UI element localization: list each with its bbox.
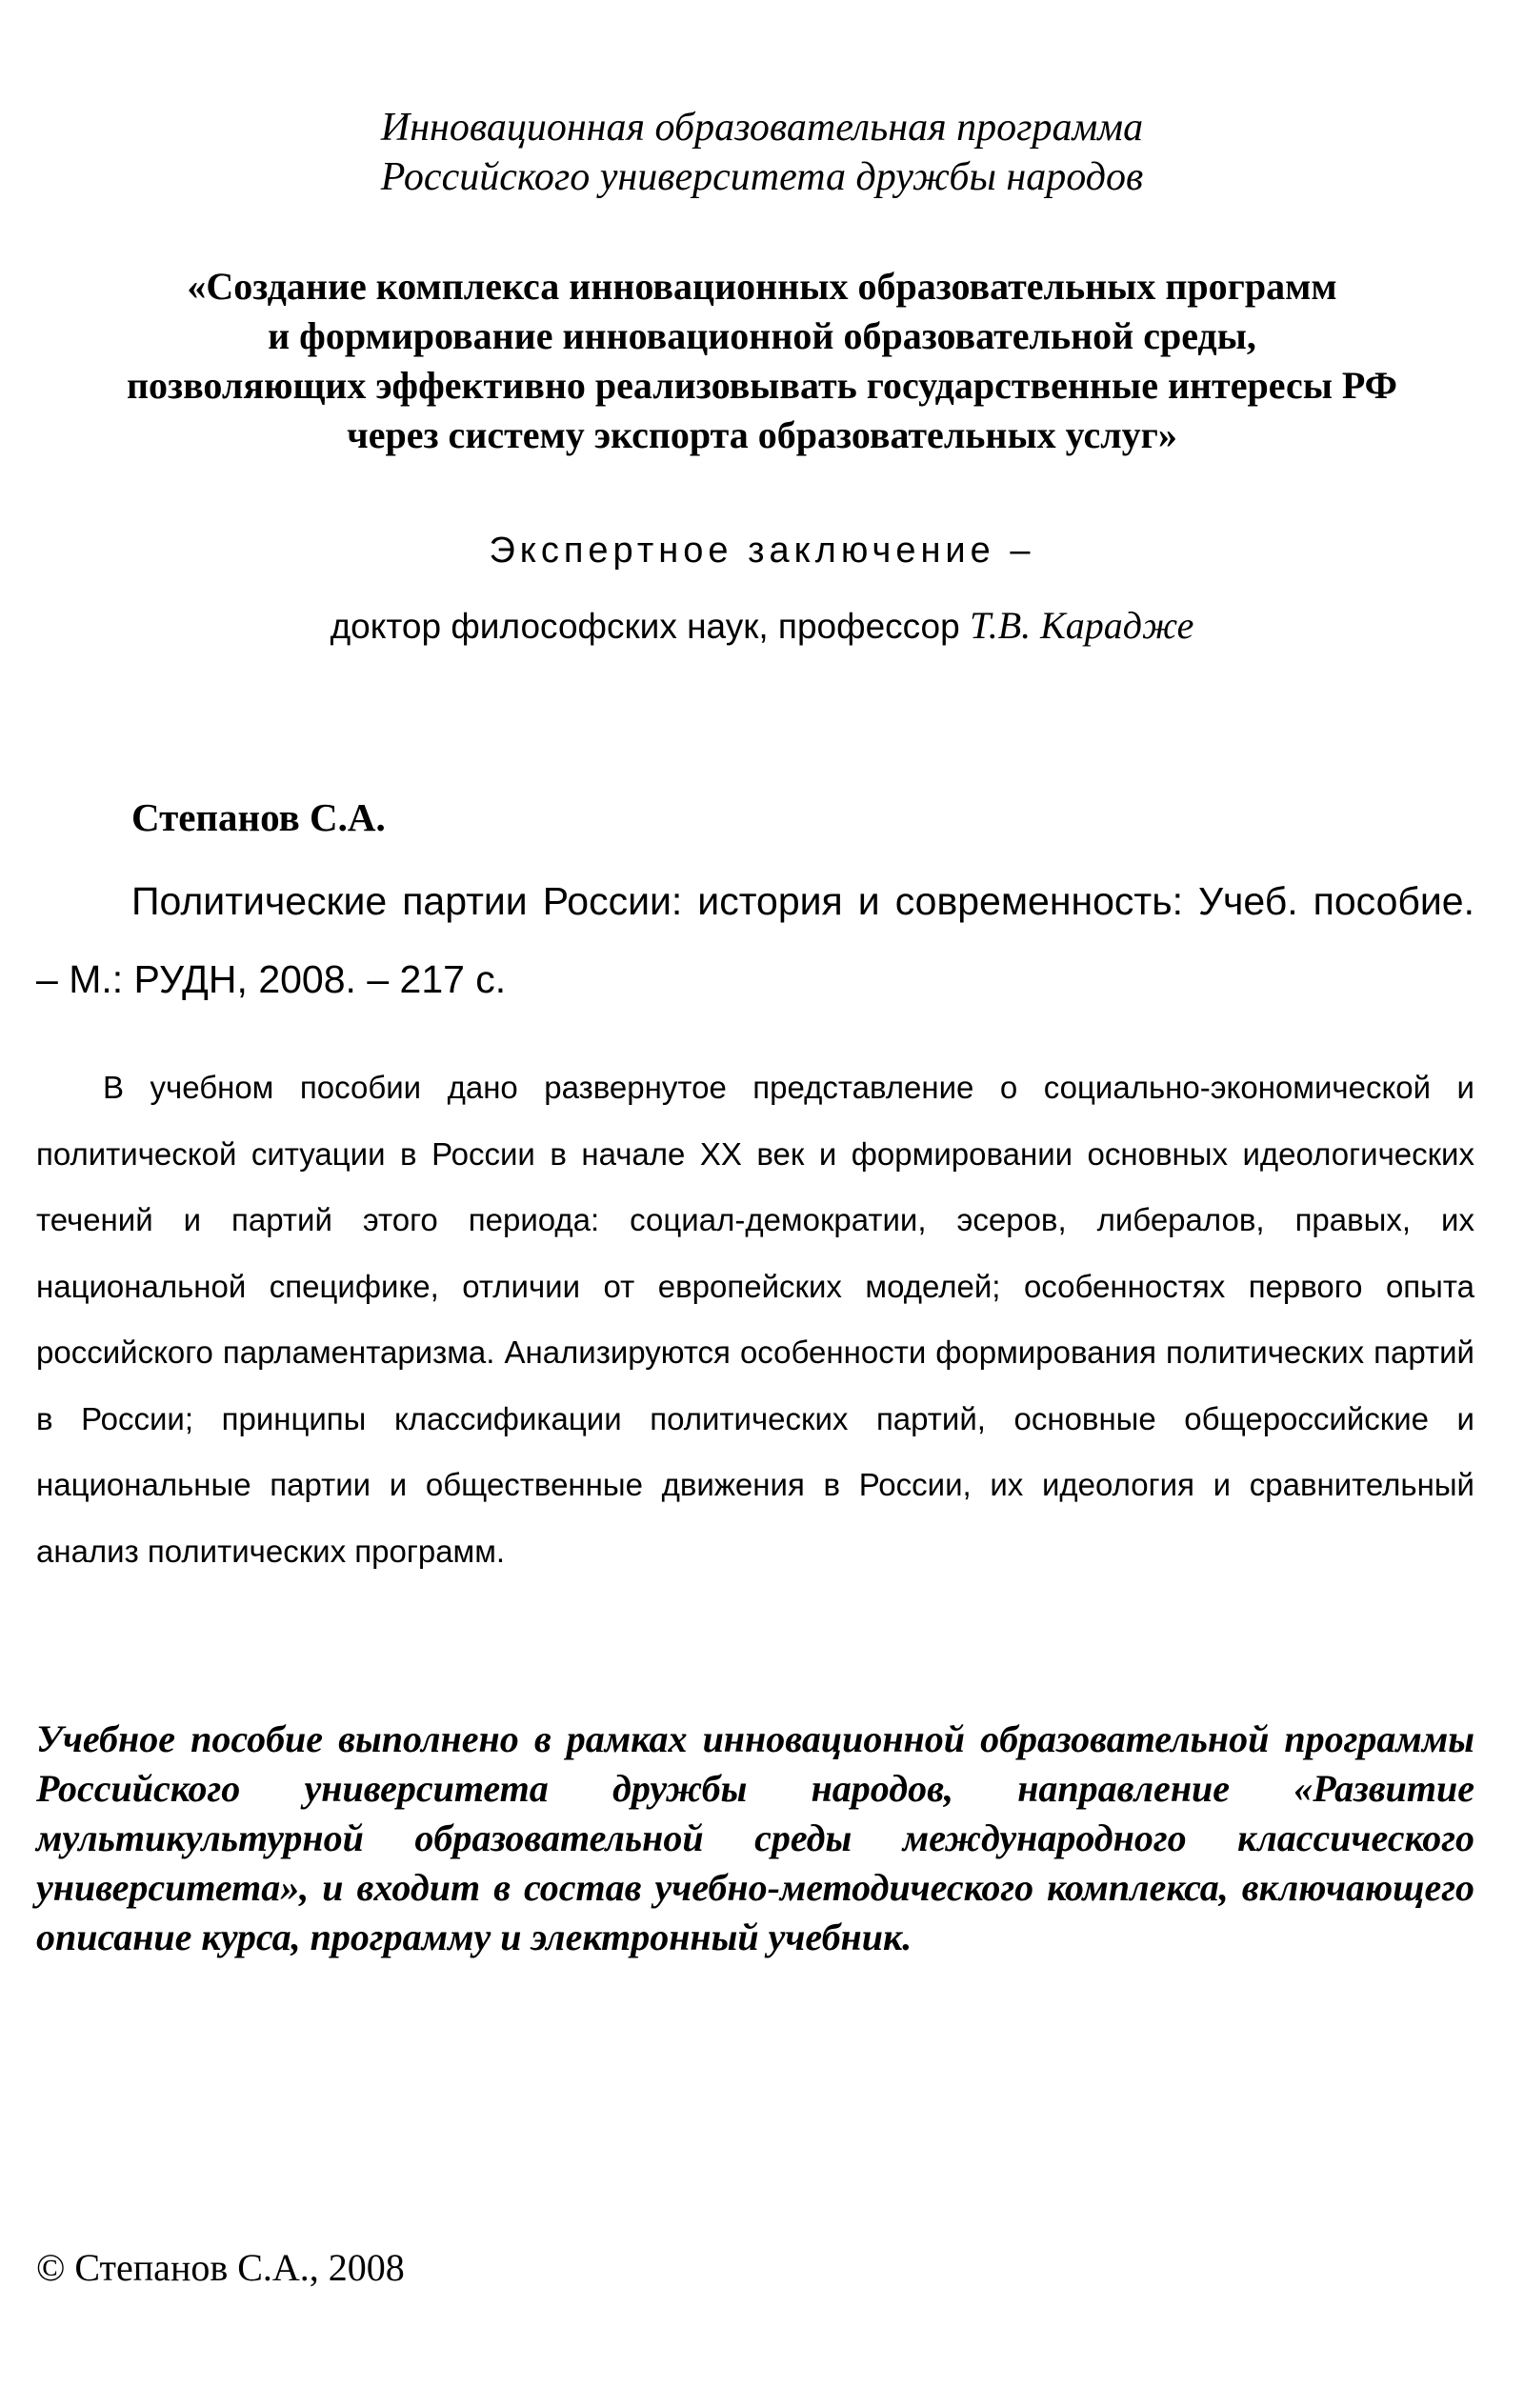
copyright-line: © Степанов С.А., 2008: [36, 2246, 405, 2289]
program-note: Учебное пособие выполнено в рамках инновационной образовательной программы Российского университета дружбы народов, направление «Развитие мультикультурной образовательной среды международного классического университета», и входит в состав учебно-методического комплекса, включающего описание курса, программу и электронный учебник.: [36, 1717, 1474, 1958]
expert-credentials: доктор философских наук, профессор: [330, 607, 960, 646]
project-title-line-4: через систему экспорта образовательных услуг»: [347, 413, 1177, 456]
program-header-line-1: Инновационная образовательная программа: [380, 106, 1144, 150]
program-header-line-2: Российского университета дружбы народов: [380, 155, 1144, 199]
book-reference: Политические партии России: история и современность: Учеб. пособие. – М.: РУДН, 2008. – 217 с.: [36, 879, 1474, 1001]
expert-review-label: Экспертное заключение –: [489, 531, 1035, 571]
expert-reviewer: [0, 602, 1524, 651]
expert-name: Т.В. Карадже: [970, 604, 1194, 647]
project-title-line-3: позволяющих эффективно реализовывать государственные интересы РФ: [126, 364, 1398, 407]
abstract-paragraph: В учебном пособии дано развернутое представление о социально-экономической и политической ситуации в России в начале XX век и формировании основных идеологических течений и партий этого периода: социал-демократии, эсеров, либералов, правых, их национальной специфике, отличии от европейских моделей; особенностях первого опыта российского парламентаризма. Анализируются особенности формирования политических партий в России; принципы классификации политических партий, основные общероссийские и национальные партии и общественные движения в России, их идеология и сравнительный анализ политических программ.: [36, 1070, 1474, 1569]
project-title-line-2: и формирование инновационной образовательной среды,: [268, 314, 1256, 357]
project-title-line-1: «Создание комплекса инновационных образовательных программ: [187, 265, 1337, 308]
project-title: [29, 262, 1495, 460]
author-name: Степанов С.А.: [131, 795, 386, 839]
program-header: [0, 103, 1524, 202]
